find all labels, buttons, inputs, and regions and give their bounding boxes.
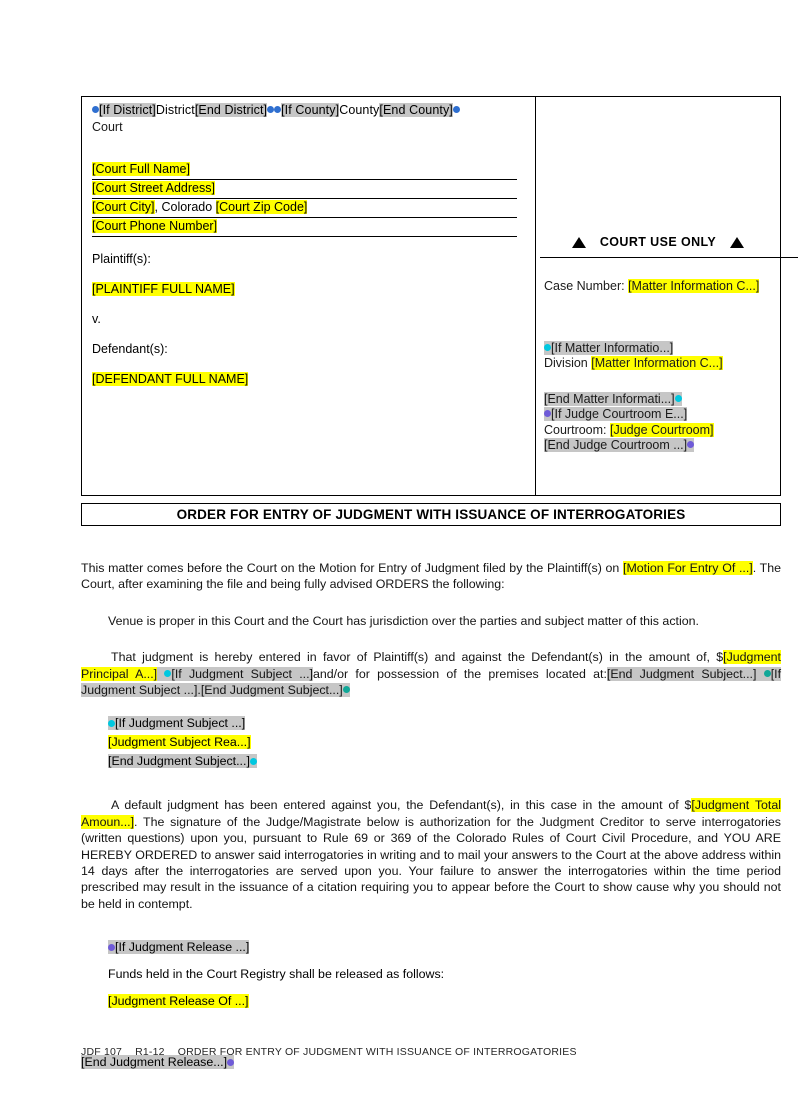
- court-full-name-line: [92, 161, 517, 180]
- court-street-address-line: [92, 180, 517, 199]
- if-matter-information-row: [544, 341, 774, 357]
- end-judge-courtroom-row: [544, 438, 774, 454]
- court-phone-number-field[interactable]: [Court Phone Number]: [92, 218, 218, 233]
- triangle-left-icon: [572, 237, 586, 248]
- footer-revision: R1-12: [135, 1046, 165, 1058]
- field-bullet-icon: [250, 758, 257, 765]
- field-bullet-icon: [227, 1059, 234, 1066]
- judgment-subject-block: [108, 714, 781, 771]
- if-judgment-subject-field-3[interactable]: [108, 716, 245, 730]
- judgment-release-of-field[interactable]: [Judgment Release Of ...]: [108, 994, 249, 1009]
- court-use-only-label: COURT USE ONLY: [599, 235, 717, 249]
- end-judgment-subject-label-3: [End Judgment Subject...]: [108, 754, 250, 769]
- court-use-only-column: [536, 97, 780, 495]
- judgment-subject-rea-row: [108, 733, 781, 752]
- court-use-only-rule: [540, 257, 798, 258]
- end-judgment-subject-label-2: [End Judgment Subject...]: [200, 683, 343, 698]
- court-word: Court: [92, 119, 123, 134]
- field-bullet-icon: [108, 944, 115, 951]
- end-judgment-release-label: [End Judgment Release...]: [81, 1055, 228, 1070]
- division-field[interactable]: [Matter Information C...]: [591, 356, 723, 370]
- if-judge-courtroom-field[interactable]: [544, 407, 687, 421]
- field-bullet-icon: [343, 686, 350, 693]
- court-phone-number-line: [92, 218, 517, 237]
- courtroom-row: [544, 423, 774, 439]
- field-bullet-icon: [92, 106, 99, 113]
- court-street-address-field[interactable]: [Court Street Address]: [92, 180, 215, 195]
- case-number-field[interactable]: [Matter Information C...]: [628, 279, 760, 293]
- defendant-name-row: [92, 371, 527, 387]
- venue-paragraph: Venue is proper in this Court and the Court has jurisdiction over the parties and subject matter of this action.: [108, 613, 699, 628]
- footer-title: ORDER FOR ENTRY OF JUDGMENT WITH ISSUANCE OF INTERROGATORIES: [177, 1046, 577, 1058]
- judgment-total-amount-field[interactable]: [Judgment Total Amoun...]: [81, 798, 781, 829]
- courtroom-field[interactable]: [Judge Courtroom]: [610, 422, 714, 437]
- if-judgment-subject-label-1: [If Judgment Subject ...]: [171, 666, 313, 681]
- judgment-paragraph: [81, 649, 781, 698]
- judgment-release-block: [108, 938, 781, 1011]
- end-county-field[interactable]: [End County]: [379, 103, 453, 117]
- plaintiff-name-row: [92, 281, 527, 297]
- field-bullet-icon: [544, 344, 551, 351]
- end-district-field[interactable]: [End District]: [194, 103, 268, 117]
- judgment-subject-rea-field[interactable]: [Judgment Subject Rea...]: [108, 735, 251, 750]
- end-judge-courtroom-label: [End Judge Courtroom ...]: [544, 438, 688, 452]
- triangle-right-icon: [730, 237, 744, 248]
- if-matter-information-field[interactable]: [544, 341, 673, 355]
- end-judge-courtroom-field[interactable]: [544, 438, 694, 452]
- page-footer: [81, 1046, 577, 1058]
- caption-box: [81, 96, 781, 496]
- if-judgment-subject-label-2: [If Judgment Subject ...]: [81, 666, 782, 698]
- end-judgment-subject-field-3[interactable]: [108, 754, 257, 768]
- if-judge-courtroom-label: [If Judge Courtroom E...]: [551, 407, 688, 421]
- court-code-line: [92, 103, 527, 119]
- if-judgment-release-row: [108, 938, 781, 957]
- end-matter-information-label: [End Matter Informati...]: [544, 391, 675, 406]
- caption-left-column: [82, 97, 536, 495]
- state-literal: , Colorado: [154, 199, 216, 214]
- default-text-part2: . The signature of the Judge/Magistrate below is authorization for the Judgment Creditor to serve interrogatories (written questions) upon you, pursuant to Rule 69 or 369 of the Colorado Rules of Court Civil Procedure, and YOU ARE HEREBY ORDERED to answer said interrogatories in writing and to mail your answers to the Court at the above address within 14 days after the interrogatories are served upon you. Your failure to answer the interrogatories within the time period prescribed may result in the issuance of a citation requiring you to appear before the Court to show cause why you should not be held in contempt.: [81, 814, 781, 911]
- end-judgment-subject-row-3: [108, 752, 781, 771]
- field-bullet-icon: [108, 720, 115, 727]
- document-title-bar: [81, 503, 781, 526]
- judgment-principal-field[interactable]: [Judgment Principal A...]: [81, 650, 781, 681]
- case-number-label: Case Number:: [544, 279, 629, 293]
- default-judgment-paragraph: [81, 797, 781, 912]
- intro-text-part1: This matter comes before the Court on the Motion for Entry of Judgment filed by the Plaintiff(s) on: [81, 561, 623, 575]
- if-matter-information-label: [If Matter Informatio...]: [551, 340, 674, 355]
- case-number-row: [544, 279, 774, 295]
- division-label: Division: [544, 356, 592, 370]
- if-district-field[interactable]: [If District]: [99, 103, 156, 117]
- if-judgment-release-field[interactable]: [108, 940, 249, 954]
- defendant-name-field[interactable]: [DEFENDANT FULL NAME]: [92, 371, 249, 386]
- county-text: County: [339, 103, 380, 117]
- document-title: ORDER FOR ENTRY OF JUDGMENT WITH ISSUANCE OF INTERROGATORIES: [176, 507, 686, 522]
- end-judgment-subject-field-1[interactable]: [End Judgment Subject...]: [606, 666, 757, 681]
- judgment-text-part1: That judgment is hereby entered in favor of Plaintiff(s) and against the Defendant(s) in the amount of, $: [111, 650, 724, 665]
- plaintiff-label: Plaintiff(s):: [92, 251, 151, 266]
- courtroom-label: Courtroom:: [544, 422, 610, 437]
- division-row: [544, 356, 774, 372]
- if-judgment-subject-field-1[interactable]: [157, 667, 313, 681]
- field-bullet-icon: [544, 410, 551, 417]
- plaintiff-name-field[interactable]: [PLAINTIFF FULL NAME]: [92, 281, 235, 296]
- field-bullet-icon: [675, 395, 682, 402]
- if-county-field[interactable]: [If County]: [281, 103, 340, 117]
- default-text-part1: A default judgment has been entered against you, the Defendant(s), in this case in the amount of $: [111, 798, 692, 813]
- document-body: [81, 560, 781, 1072]
- motion-for-entry-field[interactable]: [Motion For Entry Of ...]: [623, 561, 753, 575]
- court-city-state-zip-line: [92, 199, 517, 218]
- if-judgment-subject-row-3: [108, 714, 781, 733]
- defendant-label: Defendant(s):: [92, 341, 168, 356]
- court-zip-code-field[interactable]: [Court Zip Code]: [215, 199, 308, 214]
- court-full-name-field[interactable]: [Court Full Name]: [92, 161, 190, 176]
- field-bullet-icon: [267, 106, 274, 113]
- field-bullet-icon: [687, 441, 694, 448]
- registry-text: Funds held in the Court Registry shall be released as follows:: [108, 967, 445, 982]
- if-judgment-subject-label-3: [If Judgment Subject ...]: [115, 716, 246, 731]
- intro-text-part2: . The Court, after examining the file and being fully advised ORDERS the following:: [81, 561, 781, 592]
- versus-label: v.: [92, 311, 101, 326]
- end-judgment-subject-field-2[interactable]: .[End Judgment Subject...]: [197, 683, 349, 697]
- end-matter-information-field[interactable]: [544, 392, 682, 406]
- court-use-only-header: [536, 235, 780, 263]
- district-text: District: [155, 103, 195, 117]
- if-judgment-release-label: [If Judgment Release ...]: [115, 940, 250, 955]
- court-city-field[interactable]: [Court City]: [92, 199, 155, 214]
- if-judge-courtroom-row: [544, 407, 774, 423]
- end-matter-information-row: [544, 392, 774, 408]
- judgment-text-part2: and/or for possession of the premises located at:: [313, 666, 607, 681]
- field-bullet-icon: [453, 106, 460, 113]
- intro-paragraph: [81, 560, 781, 593]
- court-use-only-body: [536, 263, 780, 460]
- field-bullet-icon: [764, 670, 771, 677]
- judgment-release-of-row: [108, 992, 781, 1011]
- footer-form-id: JDF 107: [81, 1046, 123, 1058]
